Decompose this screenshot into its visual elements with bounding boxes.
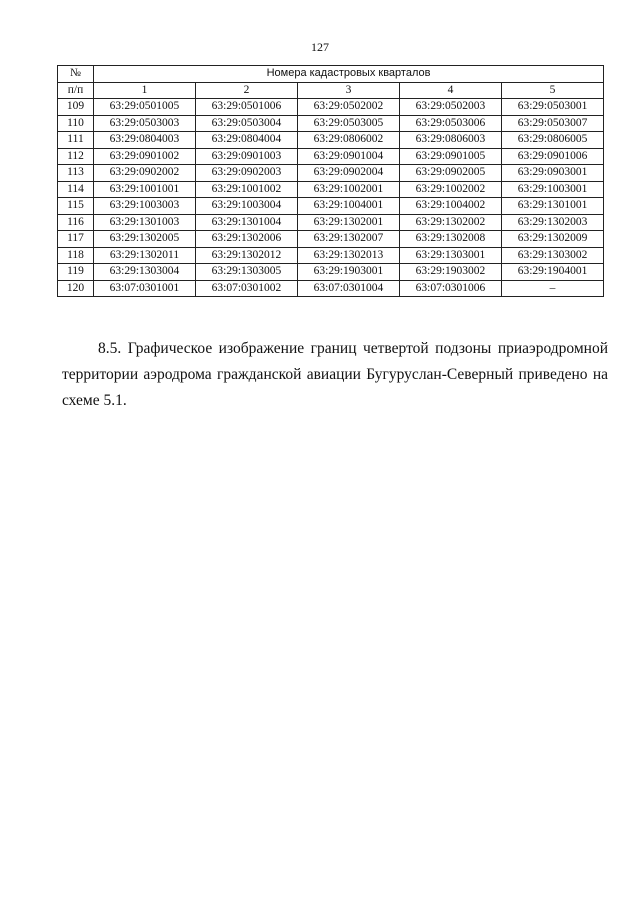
cadastral-number-cell: 63:29:1303004 (94, 264, 196, 281)
cadastral-number-cell: 63:29:0501005 (94, 99, 196, 116)
table-row (58, 165, 604, 182)
cadastral-number-cell: 63:29:1302007 (298, 231, 400, 248)
table-row (58, 214, 604, 231)
cadastral-number-cell: 63:07:0301006 (400, 280, 502, 297)
cadastral-number-cell: 63:29:0901006 (502, 148, 604, 165)
column-number: 2 (196, 82, 298, 99)
cadastral-number-cell: 63:29:1301003 (94, 214, 196, 231)
row-number: 118 (58, 247, 94, 264)
cadastral-number-cell: 63:29:1302006 (196, 231, 298, 248)
table-body (58, 99, 604, 297)
table-header-row (58, 66, 604, 83)
cadastral-number-cell: 63:07:0301004 (298, 280, 400, 297)
cadastral-number-cell: 63:29:0901002 (94, 148, 196, 165)
column-number: 3 (298, 82, 400, 99)
row-number: 117 (58, 231, 94, 248)
table-row (58, 231, 604, 248)
cadastral-quarters-table (57, 65, 604, 297)
column-number: 4 (400, 82, 502, 99)
cadastral-number-cell: 63:29:1302009 (502, 231, 604, 248)
cadastral-number-cell: 63:29:1001002 (196, 181, 298, 198)
cadastral-number-cell: 63:29:0901003 (196, 148, 298, 165)
table-row (58, 99, 604, 116)
cadastral-number-cell: 63:29:1302005 (94, 231, 196, 248)
row-number: 112 (58, 148, 94, 165)
table-subheader-row (58, 82, 604, 99)
row-number: 115 (58, 198, 94, 215)
column-number: 1 (94, 82, 196, 99)
cadastral-number-cell: 63:29:1904001 (502, 264, 604, 281)
row-number: 120 (58, 280, 94, 297)
row-number: 116 (58, 214, 94, 231)
cadastral-number-cell: – (502, 280, 604, 297)
cadastral-number-cell: 63:29:0503001 (502, 99, 604, 116)
cadastral-number-cell: 63:29:0902003 (196, 165, 298, 182)
cadastral-number-cell: 63:29:1302001 (298, 214, 400, 231)
cadastral-number-cell: 63:29:1301004 (196, 214, 298, 231)
cadastral-number-cell: 63:29:0502003 (400, 99, 502, 116)
cadastral-number-cell: 63:29:0503006 (400, 115, 502, 132)
table-row (58, 247, 604, 264)
cadastral-number-cell: 63:29:1302002 (400, 214, 502, 231)
row-number: 111 (58, 132, 94, 149)
cadastral-number-cell: 63:29:0901005 (400, 148, 502, 165)
cadastral-number-cell: 63:29:1302012 (196, 247, 298, 264)
row-number: 109 (58, 99, 94, 116)
cadastral-number-cell: 63:29:1302011 (94, 247, 196, 264)
row-number: 110 (58, 115, 94, 132)
table-row (58, 132, 604, 149)
column-number: 5 (502, 82, 604, 99)
cadastral-number-cell: 63:29:0503007 (502, 115, 604, 132)
cadastral-number-cell: 63:29:1004001 (298, 198, 400, 215)
table-row (58, 280, 604, 297)
cadastral-number-cell: 63:29:0902005 (400, 165, 502, 182)
row-number: 113 (58, 165, 94, 182)
cadastral-numbers-header: Номера кадастровых кварталов (94, 66, 604, 83)
section-paragraph: 8.5. Графическое изображение границ четвертой подзоны приаэродромной территории аэродрома гражданской авиации Бугуруслан-Северный приведено на схеме 5.1. (62, 340, 608, 409)
table-row (58, 115, 604, 132)
cadastral-number-cell: 63:29:1003004 (196, 198, 298, 215)
row-number-subheader: п/п (58, 82, 94, 99)
cadastral-number-cell: 63:29:0503003 (94, 115, 196, 132)
cadastral-number-cell: 63:29:0902002 (94, 165, 196, 182)
cadastral-number-cell: 63:29:1903002 (400, 264, 502, 281)
row-number: 119 (58, 264, 94, 281)
cadastral-number-cell: 63:29:0902004 (298, 165, 400, 182)
cadastral-number-cell: 63:07:0301001 (94, 280, 196, 297)
cadastral-number-cell: 63:29:1003003 (94, 198, 196, 215)
cadastral-number-cell: 63:29:1003001 (502, 181, 604, 198)
row-number-header: № (58, 66, 94, 83)
cadastral-number-cell: 63:29:0501006 (196, 99, 298, 116)
cadastral-number-cell: 63:29:1002001 (298, 181, 400, 198)
table-row (58, 181, 604, 198)
cadastral-number-cell: 63:29:0804004 (196, 132, 298, 149)
cadastral-number-cell: 63:29:0806005 (502, 132, 604, 149)
cadastral-number-cell: 63:29:1303001 (400, 247, 502, 264)
cadastral-number-cell: 63:29:1903001 (298, 264, 400, 281)
cadastral-number-cell: 63:29:0806002 (298, 132, 400, 149)
cadastral-number-cell: 63:07:0301002 (196, 280, 298, 297)
cadastral-number-cell: 63:29:1302003 (502, 214, 604, 231)
page-number: 127 (311, 40, 329, 54)
cadastral-number-cell: 63:29:0502002 (298, 99, 400, 116)
cadastral-number-cell: 63:29:1004002 (400, 198, 502, 215)
cadastral-number-cell: 63:29:0806003 (400, 132, 502, 149)
cadastral-number-cell: 63:29:1302008 (400, 231, 502, 248)
cadastral-number-cell: 63:29:0503004 (196, 115, 298, 132)
cadastral-number-cell: 63:29:0804003 (94, 132, 196, 149)
cadastral-number-cell: 63:29:1002002 (400, 181, 502, 198)
cadastral-number-cell: 63:29:1302013 (298, 247, 400, 264)
cadastral-number-cell: 63:29:0503005 (298, 115, 400, 132)
cadastral-number-cell: 63:29:1303002 (502, 247, 604, 264)
cadastral-number-cell: 63:29:0901004 (298, 148, 400, 165)
table-row (58, 148, 604, 165)
cadastral-number-cell: 63:29:1303005 (196, 264, 298, 281)
table-row (58, 264, 604, 281)
cadastral-number-cell: 63:29:1301001 (502, 198, 604, 215)
row-number: 114 (58, 181, 94, 198)
table-row (58, 198, 604, 215)
cadastral-number-cell: 63:29:0903001 (502, 165, 604, 182)
cadastral-number-cell: 63:29:1001001 (94, 181, 196, 198)
